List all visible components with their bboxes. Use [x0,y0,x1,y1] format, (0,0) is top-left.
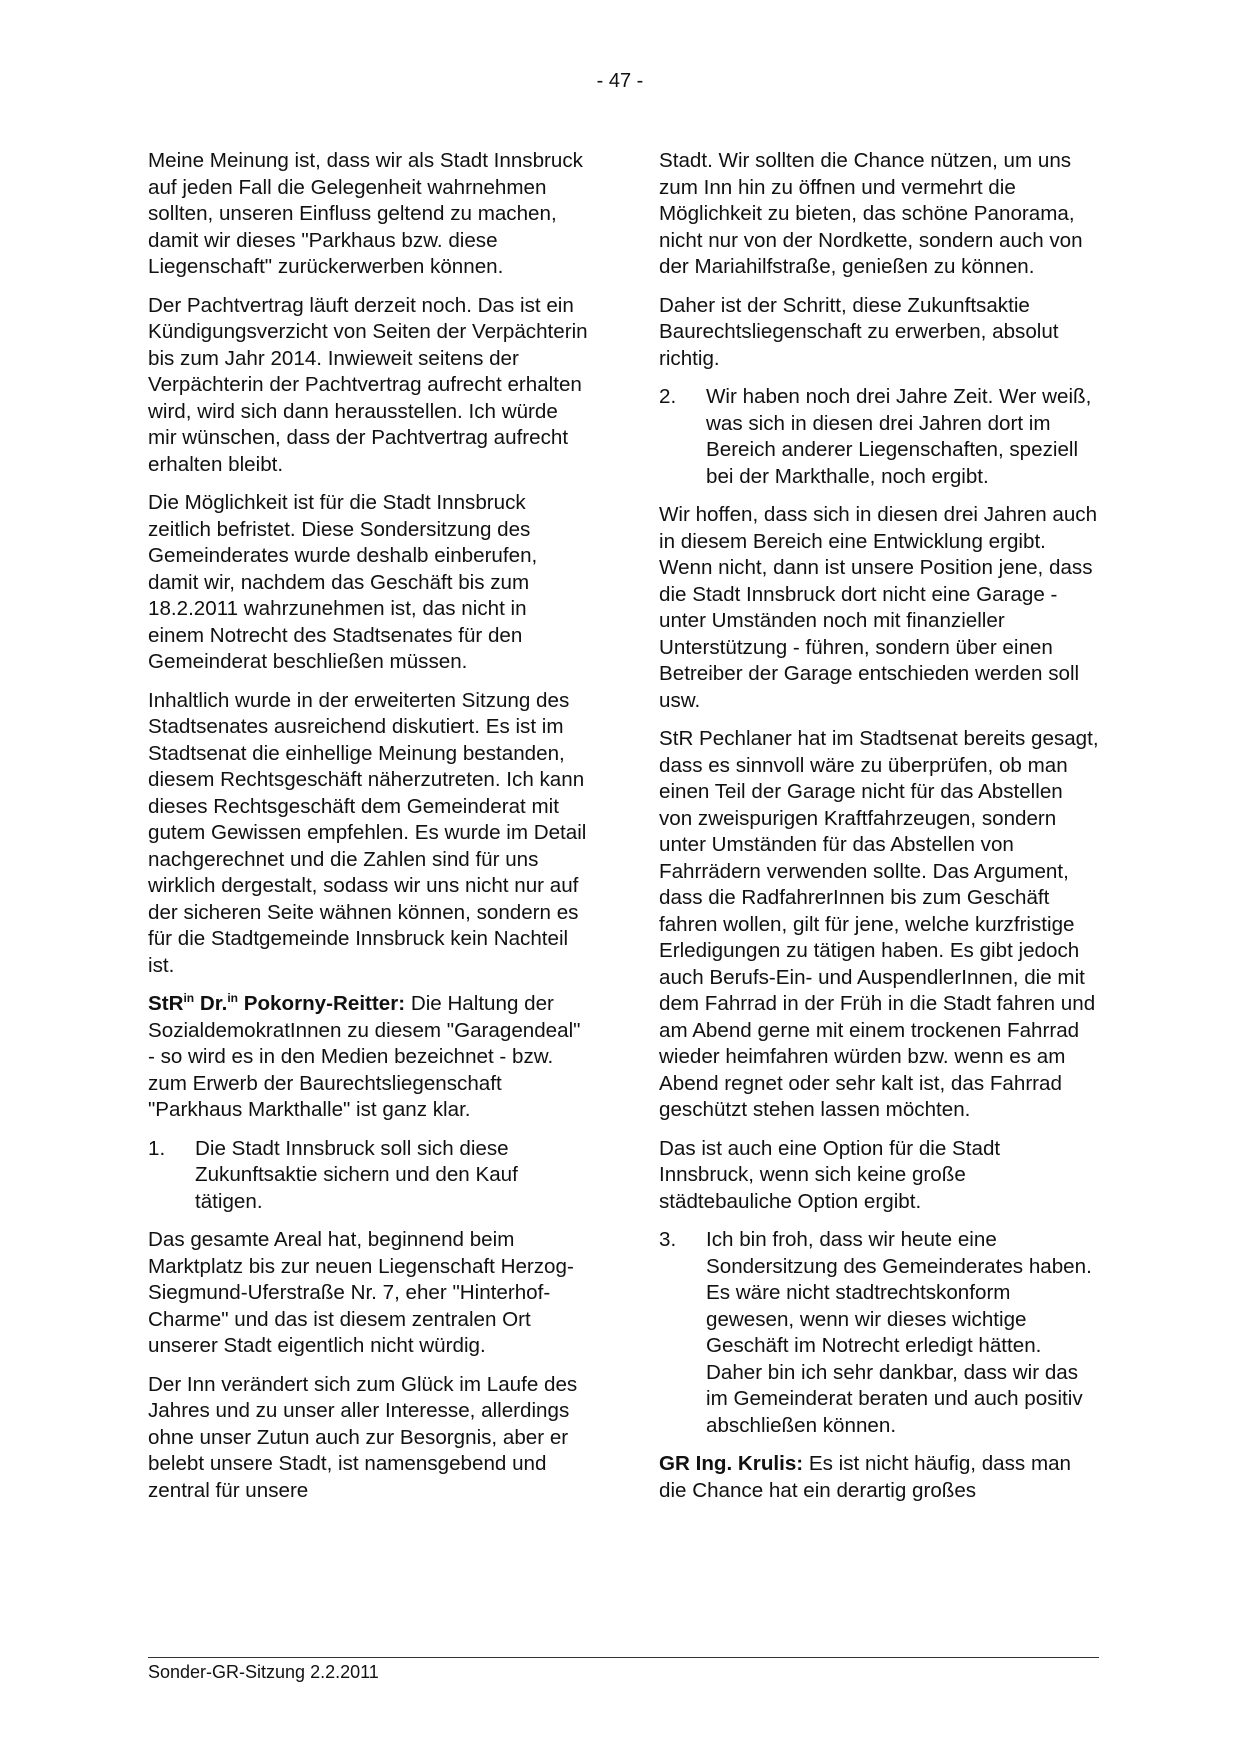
footer-divider [148,1657,1099,1658]
speaker-paragraph [659,1451,1099,1504]
item-text: Die Stadt Innsbruck soll sich diese Zukunftsaktie sichern und den Kauf tätigen. [195,1136,518,1213]
speaker-name: GR Ing. Krulis: [659,1452,804,1475]
speaker-paragraph [148,991,588,1124]
paragraph: Der Pachtvertrag läuft derzeit noch. Das ist ein Kündigungsverzicht von Seiten der Verpächterin bis zum Jahr 2014. Inwieweit seitens der Verpächterin der Pachtvertrag aufrecht erhalten wird, wird sich dann herausstellen. Ich würde mir wünschen, dass der Pachtvertrag aufrecht erhalten bleibt. [148,293,588,476]
paragraph: Das gesamte Areal hat, beginnend beim Marktplatz bis zur neuen Liegenschaft Herzog-Siegmund-Uferstraße Nr. 7, eher "Hinterhof-Charme" und das ist diesem zentralen Ort unserer Stadt eigentlich nicht würdig. [148,1228,574,1357]
paragraph: StR Pechlaner hat im Stadtsenat bereits gesagt, dass es sinnvoll wäre zu überprüfen, ob man einen Teil der Garage nicht für das Abstellen von zweispurigen Kraftfahrzeugen, sondern unter Umständen für das Abstellen von Fahrrädern verwenden sollte. Das Argument, dass die RadfahrerInnen bis zum Geschäft fahren wollen, gilt für jene, welche kurzfristige Erledigungen zu tätigen haben. Es gibt jedoch auch Berufs-Ein- und AuspendlerInnen, die mit dem Fahrrad in der Früh in die Stadt fahren und am Abend gerne mit einem trockenen Fahrrad wieder heimfahren würden bzw. wenn es am Abend regnet oder sehr kalt ist, das Fahrrad geschützt stehen lassen möchten. [659,727,1099,1121]
paragraph: Die Möglichkeit ist für die Stadt Innsbruck zeitlich befristet. Diese Sondersitzung des Gemeinderates wurde deshalb einberufen, damit wir, nachdem das Geschäft bis zum 18.2.2011 wahrzunehmen ist, das nicht in einem Notrecht des Stadtsenates für den Gemeinderat beschließen müssen. [148,491,538,673]
item-text: Wir haben noch drei Jahre Zeit. Wer weiß, was sich in diesen drei Jahren dort im Bereich anderer Liegenschaften, speziell bei der Markthalle, noch ergibt. [706,385,1092,488]
item-text: Ich bin froh, dass wir heute eine Sondersitzung des Gemeinderates haben. Es wäre nicht stadtrechtskonform gewesen, wenn wir dieses wichtige Geschäft im Notrecht erledigt hätten. Daher bin ich sehr dankbar, dass wir das im Gemeinderat beraten und auch positiv abschließen können. [706,1228,1092,1437]
speaker-name: StR$^{in}$ Dr.$^{in}$ Pokorny-Reitter: [148,991,406,1015]
footer-text: Sonder-GR-Sitzung 2.2.2011 [148,1662,379,1682]
numbered-item [659,1227,1099,1439]
paragraph: Inhaltlich wurde in der erweiterten Sitzung des Stadtsenates ausreichend diskutiert. Es ist im Stadtsenat die einhellige Meinung bestanden, diesem Rechtsgeschäft näherzutreten. Ich kann dieses Rechtsgeschäft dem Gemeinderat mit gutem Gewissen empfehlen. Es wurde im Detail nachgerechnet und die Zahlen sind für uns wirklich dergestalt, sodass wir uns nicht nur auf der sicheren Seite wähnen können, sondern es für die Stadtgemeinde Innsbruck kein Nachteil ist. [148,688,587,977]
paragraph: Das ist auch eine Option für die Stadt Innsbruck, wenn sich keine große städtebauliche Option ergibt. [659,1136,1001,1213]
paragraph: Der Inn verändert sich zum Glück im Laufe des Jahres und zu unser aller Interesse, allerdings ohne unser Zutun auch zur Besorgnis, aber er belebt unsere Stadt, ist namensgebend und zentral für unsere [148,1372,578,1502]
page-number: - 47 - [596,70,644,92]
left-column [148,148,588,1504]
right-column [659,148,1099,1504]
item-number: 1. [148,1136,166,1160]
numbered-item [148,1136,588,1216]
item-number: 2. [659,385,677,408]
paragraph: Stadt. Wir sollten die Chance nützen, um uns zum Inn hin zu öffnen und vermehrt die Möglichkeit zu bieten, das schöne Panorama, nicht nur von der Nordkette, sondern auch von der Mariahilfstraße, genießen zu können. [659,149,1083,278]
item-number: 3. [659,1228,677,1251]
paragraph: Daher ist der Schritt, diese Zukunftsaktie Baurechtsliegenschaft zu erwerben, absolut richtig. [659,293,1059,370]
numbered-item [659,384,1099,490]
speaker-text: Die Haltung der SozialdemokratInnen zu diesem "Garagendeal" - so wird es in den Medien bezeichnet - bzw. zum Erwerb der Baurechtsliegenschaft "Parkhaus Markthalle" ist ganz klar. [148,992,581,1121]
paragraph: Meine Meinung ist, dass wir als Stadt Innsbruck auf jeden Fall die Gelegenheit wahrnehmen sollten, unseren Einfluss geltend zu machen, damit wir dieses "Parkhaus bzw. diese Liegenschaft" zurückerwerben können. [148,149,583,278]
speaker-text: Es ist nicht häufig, dass man die Chance hat ein derartig großes [659,1452,1072,1502]
paragraph: Wir hoffen, dass sich in diesen drei Jahren auch in diesem Bereich eine Entwicklung ergibt. Wenn nicht, dann ist unsere Position jene, dass die Stadt Innsbruck dort nicht eine Garage - unter Umständen noch mit finanzieller Unterstützung - führen, sondern über einen Betreiber der Garage entschieden werden soll usw. [659,503,1098,712]
